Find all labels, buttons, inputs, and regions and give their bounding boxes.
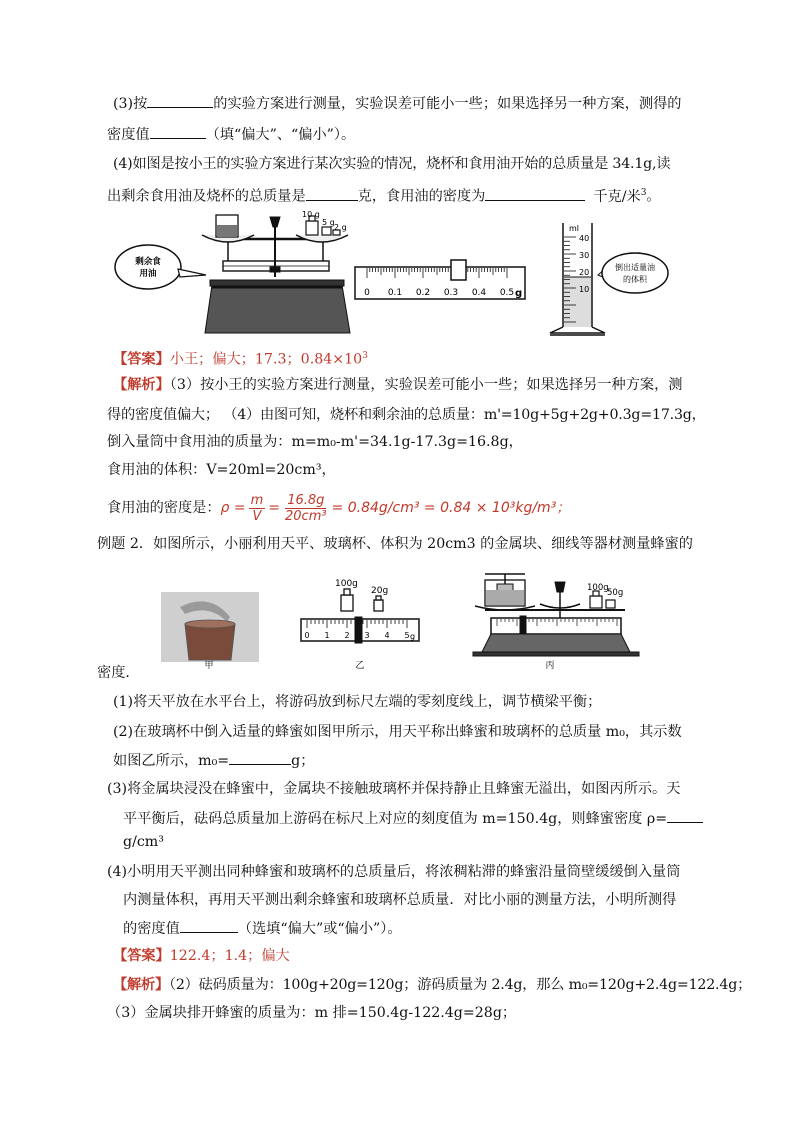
photo-jia: [161, 592, 259, 662]
step-4-text-b: （选填“偏大”或“偏小”）。: [237, 921, 402, 937]
step-2-line2: [113, 750, 314, 771]
balance-scale: [202, 215, 350, 333]
explanation-1-label: 【解析】: [113, 377, 170, 393]
explanation-2-line2: （3）金属块排开蜂蜜的质量为：m 排=150.4g-122.4g=28g；: [107, 1005, 517, 1021]
answer-2: [113, 946, 290, 966]
cyl-tick-40: 40: [579, 234, 590, 243]
step-1: (1)将天平放在水平台上，将游码放到标尺左端的零刻度线上，调节横梁平衡；: [113, 694, 602, 710]
answer-2-label: 【答案】: [113, 948, 170, 964]
q4-text-b: 克，食用油的密度为: [357, 188, 486, 205]
step-4-blank[interactable]: [180, 918, 238, 933]
q4-line2: [107, 183, 661, 207]
rho-symbol: ρ =: [220, 500, 246, 516]
label-bing: 丙: [545, 661, 555, 671]
yi-tick-label: 2: [344, 631, 350, 640]
weight-label-10g: 10 g: [302, 210, 320, 219]
yi-tick-label: 4: [384, 631, 390, 640]
fig-bing: [473, 574, 639, 656]
weight-label-2g: 2 g: [334, 223, 347, 232]
explanation-1-text-1: （3）按小王的实验方案进行测量，实验误差可能小一些；如果选择另一种方案，测: [169, 377, 683, 393]
frac2-num: 16.8g: [287, 492, 325, 508]
explanation-1-line2: [107, 405, 706, 425]
density-formula: ρ = $\frac{m}{V}$ = $\frac{16.8g}{\text{20cm³}}$ = 0.84g/cm³ = 0.84 × 10³kg/m³；: [220, 492, 571, 524]
cyl-bubble-text-2: 的体积: [623, 275, 647, 284]
q4-text-end: 。: [646, 188, 661, 205]
yi-tick-label: 1: [324, 631, 330, 640]
q3-line2: [107, 124, 355, 145]
yi-rider: [355, 617, 362, 643]
q4-blank-1[interactable]: [306, 186, 358, 201]
yi-tick-label: 0: [304, 631, 310, 640]
step-4-line1: (4)小明用天平测出同种蜂蜜和玻璃杯的总质量后，将浓稠粘滞的蜂蜜沿量筒壁缓缓倒入量筒: [107, 864, 681, 880]
q3-text-d: （填“偏大”、“偏小”）。: [205, 127, 356, 143]
cyl-bubble-text-1: 倒出适量油: [615, 263, 655, 272]
answer-1: [113, 346, 368, 370]
graduated-cylinder: [550, 223, 605, 335]
example-2-intro-2: 密度．: [97, 665, 140, 681]
explanation-1-line3: 倒入量筒中食用油的质量为：m=m₀-m'=34.1g-17.3g=16.8g，: [107, 434, 523, 450]
cyl-tick-20: 20: [579, 268, 590, 277]
density-result: = 0.84g/cm³ = 0.84 × 10³kg/m³；: [331, 500, 571, 516]
explanation-1-line4: 食用油的体积：V=20ml=20cm³，: [107, 462, 336, 478]
step-3-line1: (3)将金属块浸没在蜂蜜中，金属块不接触玻璃杯并保持静止且蜂蜜无溢出，如图丙所示。天: [107, 781, 681, 797]
frac1-den: V: [252, 508, 262, 524]
weight-label-5g: 5 g: [322, 218, 335, 227]
ruler-tick-label: 0.1: [387, 288, 403, 298]
step-4-line3: [123, 918, 402, 939]
yi-tick-label: 5: [404, 631, 410, 640]
answer-1-sup: 3: [362, 351, 368, 361]
frac2-den: 20cm³: [285, 508, 327, 524]
rider-ruler: [355, 260, 525, 299]
q4-line1: (4)如图是按小王的实验方案进行某次实验的情况，烧杯和食用油开始的总质量是 34.1g,读: [113, 156, 671, 172]
figure-balance-ruler-cylinder: [110, 205, 670, 340]
explanation-2-label: 【解析】: [113, 977, 169, 993]
step-2-text-b: g；: [291, 753, 315, 769]
explanation-1-line5: [107, 490, 570, 526]
rider: [451, 260, 466, 280]
bing-weight-50g: 50g: [607, 588, 624, 598]
fraction-m-v: [249, 493, 266, 524]
figure-honey-experiment: [155, 562, 655, 672]
q3-blank-1[interactable]: [147, 93, 213, 108]
answer-2-text: 122.4；1.4；偏大: [169, 948, 290, 964]
ruler-tick-label: 0.3: [443, 288, 459, 298]
density-blank[interactable]: [667, 808, 703, 823]
q4-unit-sup: 3: [640, 188, 647, 198]
label-jia: 甲: [204, 661, 214, 671]
step-2-text-a: 如图乙所示，m₀=: [113, 753, 230, 769]
step-2-line1: (2)在玻璃杯中倒入适量的蜂蜜如图甲所示，用天平称出蜂蜜和玻璃杯的总质量 m₀，其示数: [113, 724, 682, 740]
step-3-text-a: 平平衡后，砝码总质量加上游码在标尺上对应的刻度值为 m=150.4g，则蜂蜜密度 ρ=: [123, 811, 668, 827]
step-4-line2: 内测量体积，再用天平测出剩余蜂蜜和玻璃杯总质量．对比小丽的测量方法，小明所测得: [123, 892, 677, 908]
yi-unit: g: [410, 632, 416, 641]
q3-text-c: 密度值: [107, 127, 150, 143]
fig-yi: [301, 589, 419, 643]
density-prefix: 食用油的密度是：: [107, 500, 221, 516]
cyl-tick-30: 30: [579, 251, 590, 260]
q3-blank-2[interactable]: [150, 124, 206, 139]
ruler-tick-label: 0: [364, 288, 370, 298]
cyl-tick-10: 10: [579, 285, 590, 294]
bubble-text-1: 剩余食: [135, 257, 161, 267]
explanation-1-text-2: 得的密度值偏大； （4）由图可知，烧杯和剩余油的总质量：m'=10g+5g+2g+0.3g=17.3g，: [107, 407, 706, 423]
ruler-tick-label: 0.5: [499, 288, 515, 298]
q3-text-b: 的实验方案进行测量，实验误差可能小一些；如果选择另一种方案，测得的: [213, 96, 682, 112]
yi-weight-100g: 100g: [335, 579, 358, 589]
q4-text-a: 出剩余食用油及烧杯的总质量是: [107, 188, 306, 205]
ruler-tick-label: 0.2: [415, 288, 431, 298]
bing-weight-100g: 100g: [587, 583, 609, 593]
explanation-2-line1: [113, 975, 751, 995]
bubble-text-2: 用油: [139, 269, 157, 279]
step-3-line2: [123, 808, 703, 829]
yi-tick-label: 3: [364, 631, 370, 640]
label-yi: 乙: [355, 661, 365, 671]
answer-1-label: 【答案】: [113, 351, 170, 368]
bubble-poured-volume: [598, 253, 668, 293]
example-2-intro: 例题 2．如图所示，小丽利用天平、玻璃杯、体积为 20cm3 的金属块、细线等器材测量蜂蜜的: [97, 536, 693, 552]
fraction-values: [283, 493, 329, 524]
bubble-remaining-oil: [115, 245, 206, 289]
explanation-2-text-1: （2）砝码质量为：100g+20g=120g；游码质量为 2.4g，那么 m₀=120g+2.4g=122.4g；: [168, 977, 752, 993]
frac1-num: m: [250, 492, 264, 508]
cyl-unit: ml: [569, 224, 580, 233]
q4-unit: 千克/米: [593, 188, 641, 205]
q3-line1: [113, 93, 682, 114]
explanation-1-line1: [113, 375, 682, 395]
answer-1-text: 小王；偏大；17.3；0.84×10: [169, 351, 363, 368]
q3-text-a: (3)按: [113, 96, 148, 112]
ruler-unit: g: [515, 288, 523, 299]
step-3-line3: g/cm³: [123, 834, 164, 850]
q4-blank-2[interactable]: [485, 186, 585, 201]
yi-weight-20g: 20g: [371, 586, 389, 596]
ruler-tick-label: 0.4: [471, 288, 487, 298]
step-4-text-a: 的密度值: [123, 921, 180, 937]
m0-blank[interactable]: [229, 750, 291, 765]
